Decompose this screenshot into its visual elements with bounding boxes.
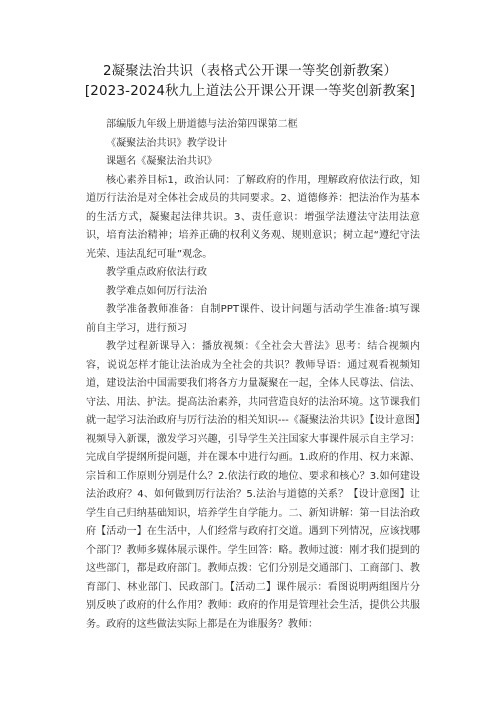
paragraph-core-goals: 核心素养目标1，政治认同：了解政府的作用，理解政府依法行政，知道厉行法治是对全体社会成员的共同要求。2、道德修养：把法治作为基本的生活方式，凝聚起法律共识。3、责任意识：增强学法遵法守法用法意识，培育法治精神；培养正确的权利义务观、规则意识；树立起“遵纪守法光荣、违法乱纪可耻”观念。: [86, 174, 420, 260]
paragraph-difficult-point: 教学难点如何厉行法治: [106, 285, 207, 297]
paragraph-key-point: 教学重点政府依法行政: [106, 267, 207, 278]
document-title-line-2: [2023-2024秋九上道法公开课公开课一等奖创新教案]: [84, 84, 416, 99]
paragraph-textbook-info: 部编版九年级上册道德与法治第四课第二框: [106, 119, 298, 130]
document-body: [86, 116, 420, 634]
paragraph-design-title: 《凝聚法治共识》教学设计: [106, 137, 228, 149]
paragraph-preparation: 教学准备教师准备：自制PPT课件、设计问题与活动学生准备:填写课前自主学习，进行预习: [86, 304, 420, 334]
paragraph-teaching-process: 教学过程新课导入：播放视频：《全社会大普法》思考：结合视频内容，说说怎样才能让法治成为全社会的共识？教师导语：通过观看视频知道，建设法治中国需要我们将各方力量凝聚在一起，全体人民尊法、信法、守法、用法、护法。提高法治素养，共同营造良好的法治环境。这节课我们就一起学习法治政府与厉行法治的相关知识---《凝聚法治共识》【设计意图】视频导入新课，激发学习兴趣，引导学生关注国家大事课件展示自主学习：完成自学提纲所提问题，并在课本中进行勾画。1.政府的作用、权力来源、宗旨和工作原则分别是什么？2.依法行政的地位、要求和核心？3.如何建设法治政府？4、如何做到厉行法治？5.法治与道德的关系？【设计意图】让学生自己归纳基础知识，培养学生自学能力。二、新知讲解：第一目法治政府【活动一】在生活中，人们经常与政府打交道。遇到下列情况，应该找哪个部门？教师多媒体展示课件。学生回答：略。教师过渡：刚才我们提到的这些部门，都是政府部门。教师点拨：它们分别是交通部门、工商部门、教育部门、林业部门、民政部门。【活动二】课件展示：看图说明两组图片分别反映了政府的什么作用？教师：政府的作用是管理社会生活，提供公共服务。政府的这些做法实际上都是在为谁服务？教师：: [86, 341, 420, 630]
paragraph-lesson-name: 课题名《凝聚法治共识》: [106, 156, 218, 167]
document-title-line-1: 2凝聚法治共识（表格式公开课一等奖创新教案）: [102, 64, 398, 79]
